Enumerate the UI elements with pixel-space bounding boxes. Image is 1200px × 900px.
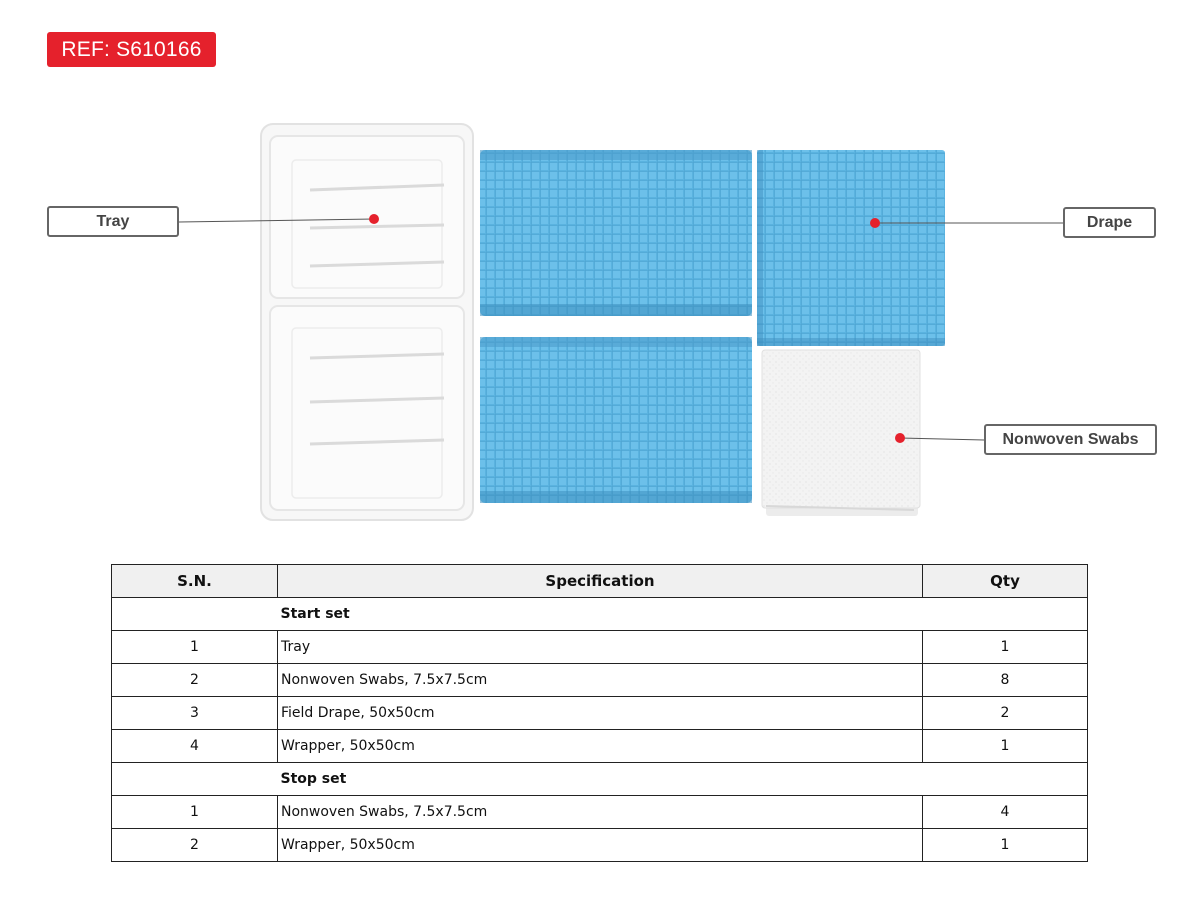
cell-sn: 1 bbox=[112, 796, 278, 829]
cell-qty: 1 bbox=[923, 829, 1088, 862]
cell-qty: 2 bbox=[923, 697, 1088, 730]
drape-marker-dot bbox=[870, 218, 880, 228]
folded-drape-top bbox=[480, 150, 752, 316]
tray-image bbox=[261, 124, 473, 520]
group-row-start-set bbox=[112, 598, 1088, 631]
folded-drape-bottom bbox=[480, 337, 752, 503]
tray-marker-dot bbox=[369, 214, 379, 224]
table-row bbox=[112, 631, 1088, 664]
cell-sn: 2 bbox=[112, 829, 278, 862]
cell-qty: 1 bbox=[923, 631, 1088, 664]
callout-drape: Drape bbox=[1063, 207, 1156, 238]
header-specification: Specification bbox=[278, 565, 923, 598]
cell-sn: 4 bbox=[112, 730, 278, 763]
swabs-image bbox=[762, 350, 920, 516]
group-spacer bbox=[112, 763, 278, 796]
cell-specification: Wrapper, 50x50cm bbox=[278, 829, 923, 862]
table-row bbox=[112, 664, 1088, 697]
cell-specification: Tray bbox=[278, 631, 923, 664]
group-spacer bbox=[112, 598, 278, 631]
cell-sn: 2 bbox=[112, 664, 278, 697]
cell-sn: 1 bbox=[112, 631, 278, 664]
cell-qty: 1 bbox=[923, 730, 1088, 763]
group-label-stop-set: Stop set bbox=[278, 763, 1088, 796]
cell-specification: Nonwoven Swabs, 7.5x7.5cm bbox=[278, 664, 923, 697]
callout-nonwoven-swabs: Nonwoven Swabs bbox=[984, 424, 1157, 455]
swabs-marker-dot bbox=[895, 433, 905, 443]
specification-table bbox=[111, 564, 1088, 862]
cell-qty: 4 bbox=[923, 796, 1088, 829]
table-row bbox=[112, 829, 1088, 862]
cell-specification: Nonwoven Swabs, 7.5x7.5cm bbox=[278, 796, 923, 829]
cell-specification: Wrapper, 50x50cm bbox=[278, 730, 923, 763]
table-row bbox=[112, 730, 1088, 763]
header-qty: Qty bbox=[923, 565, 1088, 598]
table-row bbox=[112, 697, 1088, 730]
header-sn: S.N. bbox=[112, 565, 278, 598]
group-label-start-set: Start set bbox=[278, 598, 1088, 631]
table-header-row bbox=[112, 565, 1088, 598]
table-row bbox=[112, 796, 1088, 829]
cell-specification: Field Drape, 50x50cm bbox=[278, 697, 923, 730]
cell-sn: 3 bbox=[112, 697, 278, 730]
group-row-stop-set bbox=[112, 763, 1088, 796]
callout-tray: Tray bbox=[47, 206, 179, 237]
drape-image bbox=[757, 150, 945, 346]
ref-badge: REF: S610166 bbox=[47, 32, 216, 67]
cell-qty: 8 bbox=[923, 664, 1088, 697]
